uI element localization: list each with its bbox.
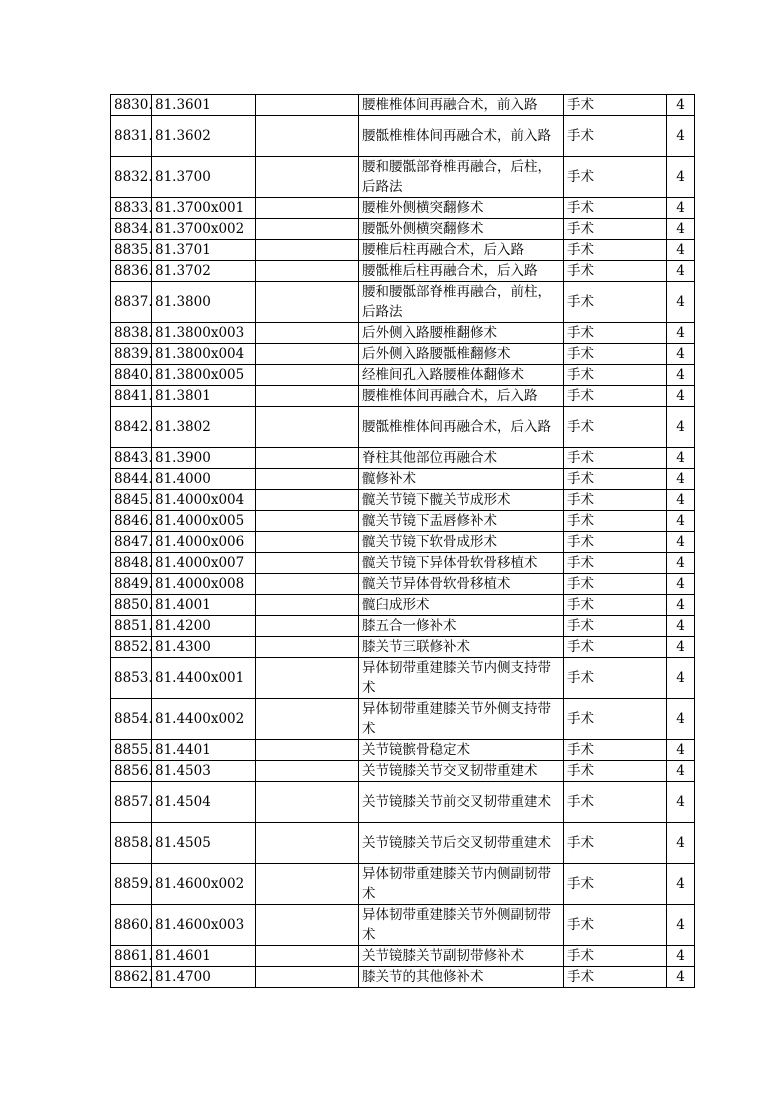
blank-cell	[256, 198, 359, 219]
table-row	[111, 157, 695, 198]
procedure-code: 81.3700x002	[152, 219, 256, 240]
procedure-level: 4	[667, 553, 695, 574]
procedure-code: 81.3801	[152, 386, 256, 407]
row-number: 8856.	[111, 761, 152, 782]
table-row	[111, 864, 695, 905]
procedure-code: 81.4200	[152, 616, 256, 637]
blank-cell	[256, 823, 359, 864]
procedure-code: 81.4000x005	[152, 511, 256, 532]
row-number: 8845.	[111, 490, 152, 511]
row-number: 8837.	[111, 282, 152, 323]
procedure-code: 81.4000x004	[152, 490, 256, 511]
procedure-name: 髋关节镜下软骨成形术	[359, 532, 564, 553]
blank-cell	[256, 946, 359, 967]
row-number: 8831.	[111, 116, 152, 157]
procedure-code: 81.3700x001	[152, 198, 256, 219]
procedure-type: 手术	[564, 864, 667, 905]
procedure-code: 81.4400x001	[152, 658, 256, 699]
table-row	[111, 198, 695, 219]
procedure-type: 手术	[564, 365, 667, 386]
row-number: 8851.	[111, 616, 152, 637]
row-number: 8840.	[111, 365, 152, 386]
row-number: 8862.	[111, 967, 152, 988]
procedure-name: 髋修补术	[359, 469, 564, 490]
procedure-type: 手术	[564, 157, 667, 198]
procedure-type: 手术	[564, 407, 667, 448]
blank-cell	[256, 219, 359, 240]
procedure-level: 4	[667, 448, 695, 469]
blank-cell	[256, 261, 359, 282]
blank-cell	[256, 95, 359, 116]
table-row	[111, 365, 695, 386]
procedure-level: 4	[667, 95, 695, 116]
procedure-type: 手术	[564, 219, 667, 240]
row-number: 8846.	[111, 511, 152, 532]
procedure-code: 81.4000	[152, 469, 256, 490]
blank-cell	[256, 240, 359, 261]
procedure-code: 81.4401	[152, 740, 256, 761]
procedure-type: 手术	[564, 595, 667, 616]
blank-cell	[256, 658, 359, 699]
procedure-code: 81.4601	[152, 946, 256, 967]
blank-cell	[256, 616, 359, 637]
table-row	[111, 407, 695, 448]
blank-cell	[256, 761, 359, 782]
procedure-name: 腰椎椎体间再融合术，前入路	[359, 95, 564, 116]
table-row	[111, 740, 695, 761]
row-number: 8833.	[111, 198, 152, 219]
procedure-type: 手术	[564, 282, 667, 323]
procedure-name: 后外侧入路腰骶椎翻修术	[359, 344, 564, 365]
row-number: 8859.	[111, 864, 152, 905]
table-row	[111, 448, 695, 469]
procedure-code: 81.4700	[152, 967, 256, 988]
row-number: 8854.	[111, 699, 152, 740]
table-row	[111, 823, 695, 864]
table-row	[111, 782, 695, 823]
blank-cell	[256, 448, 359, 469]
table-row	[111, 553, 695, 574]
procedure-type: 手术	[564, 95, 667, 116]
table-row	[111, 905, 695, 946]
row-number: 8855.	[111, 740, 152, 761]
table-row	[111, 282, 695, 323]
procedure-name: 关节镜髌骨稳定术	[359, 740, 564, 761]
procedure-level: 4	[667, 658, 695, 699]
procedure-name: 腰骶椎椎体间再融合术，前入路	[359, 116, 564, 157]
table-row	[111, 240, 695, 261]
table-row	[111, 511, 695, 532]
procedure-type: 手术	[564, 946, 667, 967]
procedure-type: 手术	[564, 637, 667, 658]
blank-cell	[256, 323, 359, 344]
blank-cell	[256, 365, 359, 386]
procedure-table	[110, 94, 695, 988]
blank-cell	[256, 490, 359, 511]
row-number: 8849.	[111, 574, 152, 595]
procedure-type: 手术	[564, 344, 667, 365]
procedure-level: 4	[667, 740, 695, 761]
procedure-name: 髋关节异体骨软骨移植术	[359, 574, 564, 595]
table-row	[111, 219, 695, 240]
blank-cell	[256, 386, 359, 407]
procedure-level: 4	[667, 407, 695, 448]
procedure-level: 4	[667, 699, 695, 740]
procedure-code: 81.4400x002	[152, 699, 256, 740]
procedure-type: 手术	[564, 198, 667, 219]
procedure-code: 81.4505	[152, 823, 256, 864]
procedure-name: 髋关节镜下异体骨软骨移植术	[359, 553, 564, 574]
procedure-code: 81.4001	[152, 595, 256, 616]
procedure-code: 81.4504	[152, 782, 256, 823]
procedure-code: 81.3602	[152, 116, 256, 157]
procedure-name: 腰和腰骶部脊椎再融合，前柱，后路法	[359, 282, 564, 323]
procedure-name: 后外侧入路腰椎翻修术	[359, 323, 564, 344]
procedure-level: 4	[667, 386, 695, 407]
procedure-code: 81.4503	[152, 761, 256, 782]
table-row	[111, 699, 695, 740]
table-row	[111, 323, 695, 344]
procedure-type: 手术	[564, 511, 667, 532]
procedure-type: 手术	[564, 448, 667, 469]
procedure-code: 81.3701	[152, 240, 256, 261]
procedure-name: 腰和腰骶部脊椎再融合，后柱，后路法	[359, 157, 564, 198]
procedure-code: 81.4000x007	[152, 553, 256, 574]
procedure-name: 经椎间孔入路腰椎体翻修术	[359, 365, 564, 386]
row-number: 8834.	[111, 219, 152, 240]
table-row	[111, 386, 695, 407]
procedure-name: 膝五合一修补术	[359, 616, 564, 637]
procedure-name: 髋关节镜下盂唇修补术	[359, 511, 564, 532]
blank-cell	[256, 699, 359, 740]
blank-cell	[256, 511, 359, 532]
procedure-type: 手术	[564, 261, 667, 282]
blank-cell	[256, 782, 359, 823]
table-row	[111, 469, 695, 490]
procedure-code: 81.4600x002	[152, 864, 256, 905]
procedure-type: 手术	[564, 469, 667, 490]
table-row	[111, 595, 695, 616]
procedure-level: 4	[667, 469, 695, 490]
procedure-code: 81.3601	[152, 95, 256, 116]
procedure-level: 4	[667, 637, 695, 658]
procedure-code: 81.3800x004	[152, 344, 256, 365]
blank-cell	[256, 157, 359, 198]
procedure-level: 4	[667, 490, 695, 511]
procedure-level: 4	[667, 595, 695, 616]
blank-cell	[256, 637, 359, 658]
procedure-name: 腰骶外侧横突翻修术	[359, 219, 564, 240]
procedure-level: 4	[667, 946, 695, 967]
blank-cell	[256, 532, 359, 553]
procedure-type: 手术	[564, 740, 667, 761]
procedure-name: 关节镜膝关节交叉韧带重建术	[359, 761, 564, 782]
table-row	[111, 574, 695, 595]
blank-cell	[256, 344, 359, 365]
row-number: 8830.	[111, 95, 152, 116]
row-number: 8852.	[111, 637, 152, 658]
blank-cell	[256, 407, 359, 448]
row-number: 8836.	[111, 261, 152, 282]
procedure-name: 膝关节的其他修补术	[359, 967, 564, 988]
procedure-type: 手术	[564, 761, 667, 782]
row-number: 8835.	[111, 240, 152, 261]
table-row	[111, 761, 695, 782]
procedure-level: 4	[667, 761, 695, 782]
procedure-type: 手术	[564, 240, 667, 261]
blank-cell	[256, 282, 359, 323]
procedure-level: 4	[667, 240, 695, 261]
procedure-level: 4	[667, 198, 695, 219]
procedure-name: 腰椎椎体间再融合术，后入路	[359, 386, 564, 407]
table-row	[111, 616, 695, 637]
table-row	[111, 344, 695, 365]
procedure-type: 手术	[564, 553, 667, 574]
row-number: 8847.	[111, 532, 152, 553]
procedure-name: 腰骶椎椎体间再融合术，后入路	[359, 407, 564, 448]
procedure-type: 手术	[564, 782, 667, 823]
procedure-name: 腰骶椎后柱再融合术，后入路	[359, 261, 564, 282]
blank-cell	[256, 595, 359, 616]
procedure-name: 关节镜膝关节后交叉韧带重建术	[359, 823, 564, 864]
procedure-type: 手术	[564, 574, 667, 595]
procedure-name: 髋关节镜下髋关节成形术	[359, 490, 564, 511]
procedure-level: 4	[667, 864, 695, 905]
procedure-type: 手术	[564, 490, 667, 511]
procedure-level: 4	[667, 219, 695, 240]
row-number: 8848.	[111, 553, 152, 574]
row-number: 8860.	[111, 905, 152, 946]
procedure-name: 髋臼成形术	[359, 595, 564, 616]
procedure-code: 81.3700	[152, 157, 256, 198]
blank-cell	[256, 553, 359, 574]
procedure-name: 异体韧带重建膝关节外侧副韧带术	[359, 905, 564, 946]
table-row	[111, 490, 695, 511]
procedure-level: 4	[667, 157, 695, 198]
row-number: 8832.	[111, 157, 152, 198]
table-row	[111, 637, 695, 658]
blank-cell	[256, 967, 359, 988]
row-number: 8843.	[111, 448, 152, 469]
blank-cell	[256, 574, 359, 595]
procedure-level: 4	[667, 782, 695, 823]
procedure-code: 81.4000x008	[152, 574, 256, 595]
row-number: 8857.	[111, 782, 152, 823]
procedure-level: 4	[667, 532, 695, 553]
procedure-name: 关节镜膝关节副韧带修补术	[359, 946, 564, 967]
procedure-name: 腰椎外侧横突翻修术	[359, 198, 564, 219]
procedure-name: 腰椎后柱再融合术，后入路	[359, 240, 564, 261]
procedure-type: 手术	[564, 967, 667, 988]
blank-cell	[256, 740, 359, 761]
procedure-code: 81.3802	[152, 407, 256, 448]
table-row	[111, 95, 695, 116]
procedure-level: 4	[667, 344, 695, 365]
table-row	[111, 532, 695, 553]
procedure-type: 手术	[564, 386, 667, 407]
procedure-code: 81.3800	[152, 282, 256, 323]
procedure-name: 异体韧带重建膝关节外侧支持带术	[359, 699, 564, 740]
row-number: 8858.	[111, 823, 152, 864]
procedure-name: 异体韧带重建膝关节内侧副韧带术	[359, 864, 564, 905]
procedure-code: 81.3702	[152, 261, 256, 282]
procedure-name: 脊柱其他部位再融合术	[359, 448, 564, 469]
row-number: 8842.	[111, 407, 152, 448]
procedure-level: 4	[667, 282, 695, 323]
procedure-code: 81.4000x006	[152, 532, 256, 553]
table-row	[111, 967, 695, 988]
procedure-type: 手术	[564, 616, 667, 637]
row-number: 8861.	[111, 946, 152, 967]
row-number: 8838.	[111, 323, 152, 344]
procedure-type: 手术	[564, 658, 667, 699]
procedure-type: 手术	[564, 699, 667, 740]
procedure-level: 4	[667, 967, 695, 988]
blank-cell	[256, 905, 359, 946]
procedure-code: 81.4600x003	[152, 905, 256, 946]
procedure-level: 4	[667, 823, 695, 864]
row-number: 8853.	[111, 658, 152, 699]
procedure-level: 4	[667, 116, 695, 157]
procedure-level: 4	[667, 365, 695, 386]
procedure-level: 4	[667, 616, 695, 637]
procedure-type: 手术	[564, 116, 667, 157]
procedure-level: 4	[667, 511, 695, 532]
blank-cell	[256, 469, 359, 490]
procedure-type: 手术	[564, 905, 667, 946]
blank-cell	[256, 864, 359, 905]
procedure-name: 关节镜膝关节前交叉韧带重建术	[359, 782, 564, 823]
row-number: 8844.	[111, 469, 152, 490]
row-number: 8839.	[111, 344, 152, 365]
blank-cell	[256, 116, 359, 157]
procedure-code: 81.3800x003	[152, 323, 256, 344]
procedure-type: 手术	[564, 532, 667, 553]
procedure-name: 异体韧带重建膝关节内侧支持带术	[359, 658, 564, 699]
procedure-level: 4	[667, 261, 695, 282]
procedure-code: 81.3900	[152, 448, 256, 469]
procedure-code: 81.3800x005	[152, 365, 256, 386]
procedure-name: 膝关节三联修补术	[359, 637, 564, 658]
procedure-code: 81.4300	[152, 637, 256, 658]
row-number: 8850.	[111, 595, 152, 616]
table-row	[111, 261, 695, 282]
procedure-type: 手术	[564, 323, 667, 344]
procedure-level: 4	[667, 574, 695, 595]
table-row	[111, 658, 695, 699]
procedure-level: 4	[667, 905, 695, 946]
procedure-table-body	[111, 95, 695, 988]
procedure-level: 4	[667, 323, 695, 344]
table-row	[111, 946, 695, 967]
procedure-type: 手术	[564, 823, 667, 864]
row-number: 8841.	[111, 386, 152, 407]
table-row	[111, 116, 695, 157]
